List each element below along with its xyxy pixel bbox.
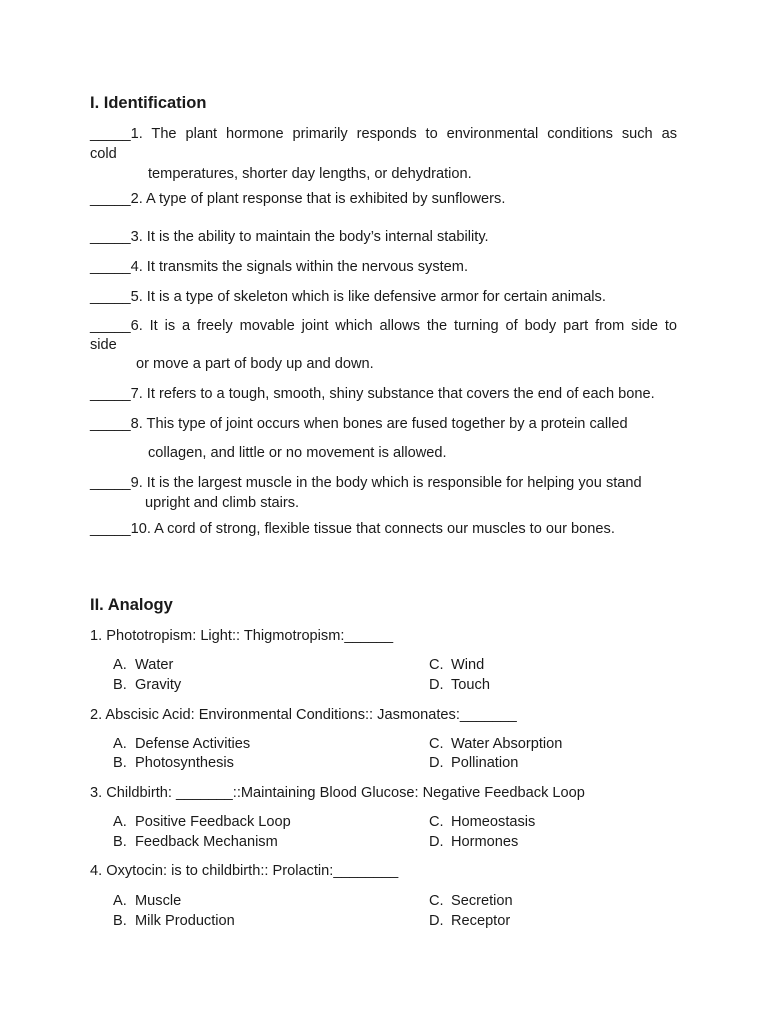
identification-item-7: _____7. It refers to a tough, smooth, shiny substance that covers the end of each bone. (90, 386, 655, 402)
identification-item-6-cont: or move a part of body up and down. (136, 356, 374, 372)
identification-item-8: _____8. This type of joint occurs when bones are fused together by a protein called (90, 416, 628, 432)
analogy-q4-option-c: C. Secretion (429, 893, 513, 909)
analogy-q3-option-d: D. Hormones (429, 834, 519, 850)
identification-item-6-wrap: side (90, 337, 117, 353)
analogy-q2-option-b: B. Photosynthesis (113, 755, 234, 771)
identification-item-9: _____9. It is the largest muscle in the body which is responsible for helping you stand (90, 475, 642, 491)
identification-item-10: _____10. A cord of strong, flexible tissue that connects our muscles to our bones. (90, 521, 615, 537)
analogy-q4-option-a: A. Muscle (113, 893, 182, 909)
identification-item-5: _____5. It is a type of skeleton which is like defensive armor for certain animals. (90, 289, 606, 305)
analogy-q4-option-d: D. Receptor (429, 913, 511, 929)
analogy-q1-option-c: C. Wind (429, 657, 485, 673)
identification-item-8-cont: collagen, and little or no movement is allowed. (148, 445, 447, 461)
identification-item-1: _____1. The plant hormone primarily responds to environmental conditions such as (90, 126, 677, 142)
analogy-question-4: 4. Oxytocin: is to childbirth:: Prolactin:________ (90, 863, 399, 879)
analogy-q4-option-b: B. Milk Production (113, 913, 235, 929)
identification-item-1-cont: temperatures, shorter day lengths, or dehydration. (148, 166, 472, 182)
analogy-q3-option-c: C. Homeostasis (429, 814, 536, 830)
analogy-question-2: 2. Abscisic Acid: Environmental Conditions:: Jasmonates:_______ (90, 707, 517, 723)
analogy-q1-option-d: D. Touch (429, 677, 490, 693)
analogy-q2-option-a: A. Defense Activities (113, 736, 251, 752)
identification-item-1-wrap: cold (90, 146, 117, 162)
analogy-q2-option-c: C. Water Absorption (429, 736, 563, 752)
analogy-q1-option-a: A. Water (113, 657, 174, 673)
identification-heading: I. Identification (90, 94, 207, 112)
identification-item-3: _____3. It is the ability to maintain the body’s internal stability. (90, 229, 489, 245)
analogy-q1-option-b: B. Gravity (113, 677, 182, 693)
identification-item-9-cont: upright and climb stairs. (145, 495, 300, 511)
analogy-question-1: 1. Phototropism: Light:: Thigmotropism:______ (90, 628, 394, 644)
analogy-q3-option-a: A. Positive Feedback Loop (113, 814, 291, 830)
analogy-q3-option-b: B. Feedback Mechanism (113, 834, 278, 850)
identification-item-4: _____4. It transmits the signals within the nervous system. (90, 259, 468, 275)
analogy-question-3: 3. Childbirth: _______::Maintaining Blood Glucose: Negative Feedback Loop (90, 785, 585, 801)
identification-item-2: _____2. A type of plant response that is exhibited by sunflowers. (90, 191, 506, 207)
analogy-heading: II. Analogy (90, 596, 173, 614)
identification-item-6: _____6. It is a freely movable joint which allows the turning of body part from side to (90, 318, 677, 334)
analogy-q2-option-d: D. Pollination (429, 755, 519, 771)
